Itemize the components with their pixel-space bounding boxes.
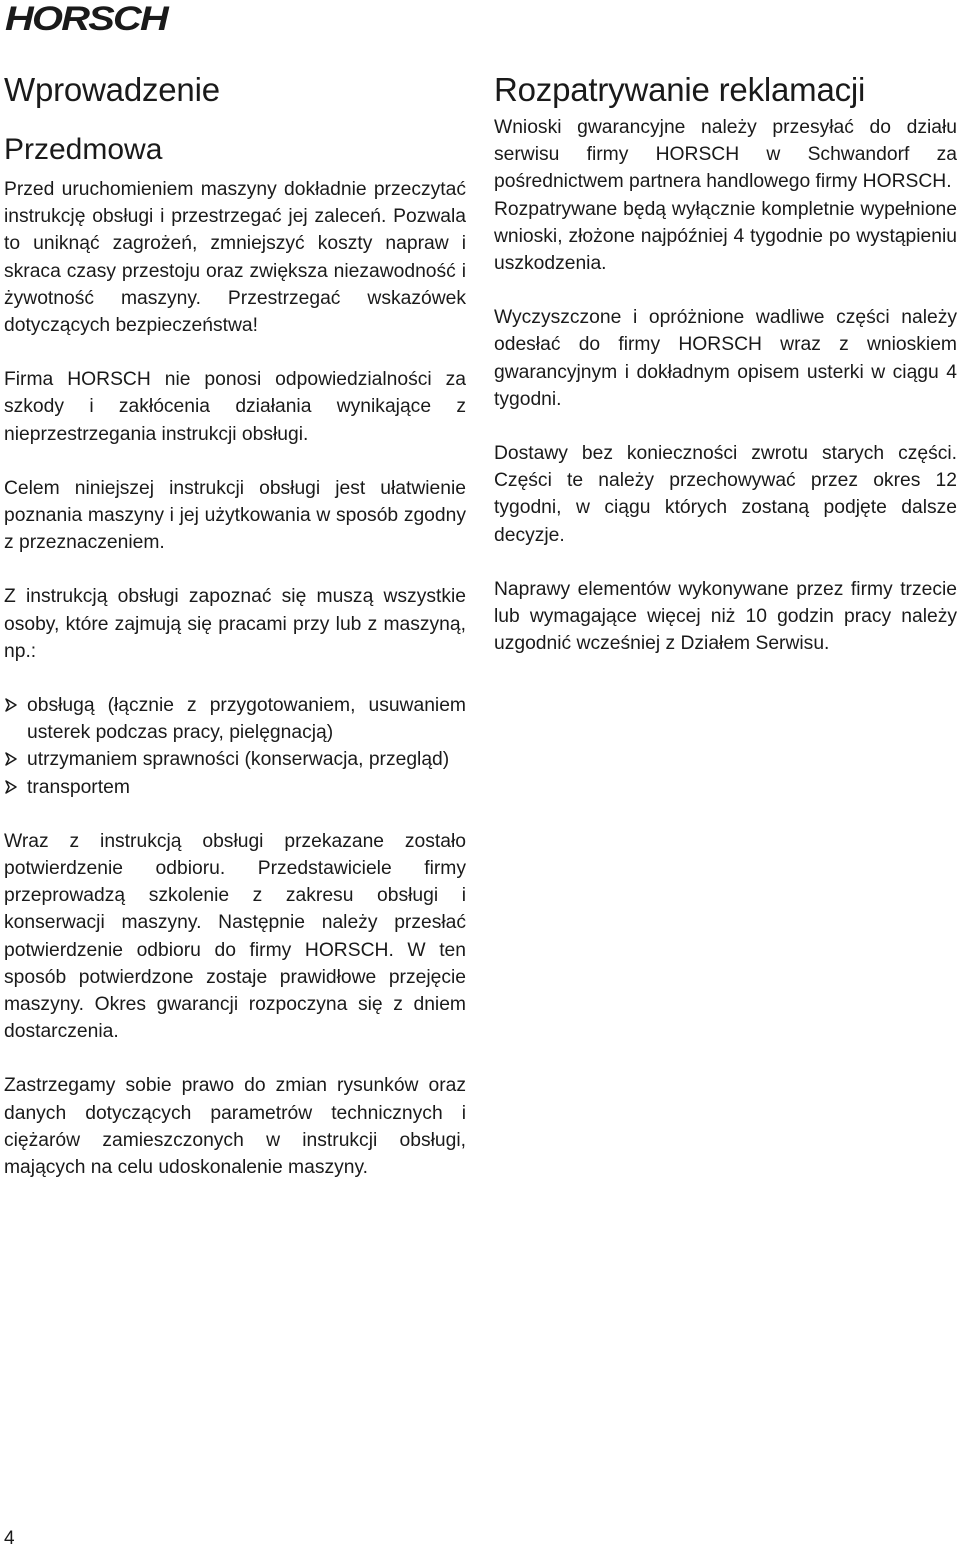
horsch-logo-mark [3,0,173,36]
arrow-bullet-icon [4,698,18,712]
left-column [4,70,466,1181]
paragraph-claims-5: Naprawy elementów wykonywane przez firmy trzecie lub wymagające więcej niż 10 godzin pracy należy uzgodnić wcześniej z Działem Serwisu. [494,578,957,655]
paragraph-claims-2: Rozpatrywane będą wyłącznie kompletnie wypełnione wnioski, złożone najpóźniej 4 tygodnie po wystąpieniu uszkodzenia. [494,198,957,275]
horsch-logo [3,0,173,36]
list-item [4,746,466,773]
paragraph-foreword-3: Celem niniejszej instrukcji obsługi jest ułatwienie poznania maszyny i jej użytkowania w sposób zgodny z przeznaczeniem. [4,477,466,554]
paragraph-claims-3: Wyczyszczone i opróżnione wadliwe części należy odesłać do firmy HORSCH wraz z wnioskiem gwarancyjnym i dokładnym opisem usterki w ciągu 4 tygodni. [494,307,957,410]
page-number: 4 [4,1528,15,1549]
section-title-warranty-claims: Rozpatrywanie reklamacji [494,71,866,108]
paragraph-claims-1: Wnioski gwarancyjne należy przesyłać do działu serwisu firmy HORSCH w Schwandorf za pośrednictwem partnera handlowego firmy HORSCH. [494,117,957,193]
arrow-bullet-icon [4,752,18,766]
arrow-bullet-icon [4,780,18,794]
paragraph-foreword-6: Zastrzegamy sobie prawo do zmian rysunków oraz danych dotyczących parametrów technicznych i ciężarów zamieszczonych w instrukcji obsługi, mających na celu udoskonalenie maszyny. [4,1075,466,1179]
right-column [494,70,957,657]
paragraph-foreword-4: Z instrukcją obsługi zapoznać się muszą wszystkie osoby, które zajmują się pracami przy lub z maszyną, np.: [4,586,466,662]
section-title-introduction: Wprowadzenie [4,71,220,108]
paragraph-foreword-5: Wraz z instrukcją obsługi przekazane zostało potwierdzenie odbioru. Przedstawiciele firmy przeprowadzą szkolenie z zakresu obsługi i konserwacji maszyny. Następnie należy przesłać potwierdzenie odbioru do firmy HORSCH. W ten sposób potwierdzone zostaje prawidłowe przejęcie maszyny. Okres gwarancji rozpoczyna się z dniem dostarczenia. [4,830,466,1043]
list-item-text: obsługą (łącznie z przygotowaniem, usuwaniem usterek podczas pracy, pielęgnacją) [27,695,466,744]
bullet-list [4,692,466,801]
list-item-text: utrzymaniem sprawności (konserwacja, przegląd) [27,749,450,771]
list-item [4,774,466,801]
paragraph-claims-4: Dostawy bez konieczności zwrotu starych części. Części te należy przechowywać przez okres 12 tygodni, w ciągu których zostaną podjęte dalsze decyzje. [494,443,957,546]
horsch-logo-text: HORSCH [5,0,171,36]
list-item [4,692,466,746]
list-item-text: transportem [27,776,130,798]
section-subtitle-foreword: Przedmowa [4,133,163,166]
paragraph-foreword-2: Firma HORSCH nie ponosi odpowiedzialności za szkody i zakłócenia działania wynikające z nieprzestrzegania instrukcji obsługi. [4,369,466,445]
paragraph-foreword-1: Przed uruchomieniem maszyny dokładnie przeczytać instrukcję obsługi i przestrzegać jej zaleceń. Pozwala to uniknąć zagrożeń, zmniejszyć koszty napraw i skraca czasy przestoju oraz zwiększa niezawodność i żywotność maszyny. Przestrzegać wskazówek dotyczących bezpieczeństwa! [4,179,466,337]
